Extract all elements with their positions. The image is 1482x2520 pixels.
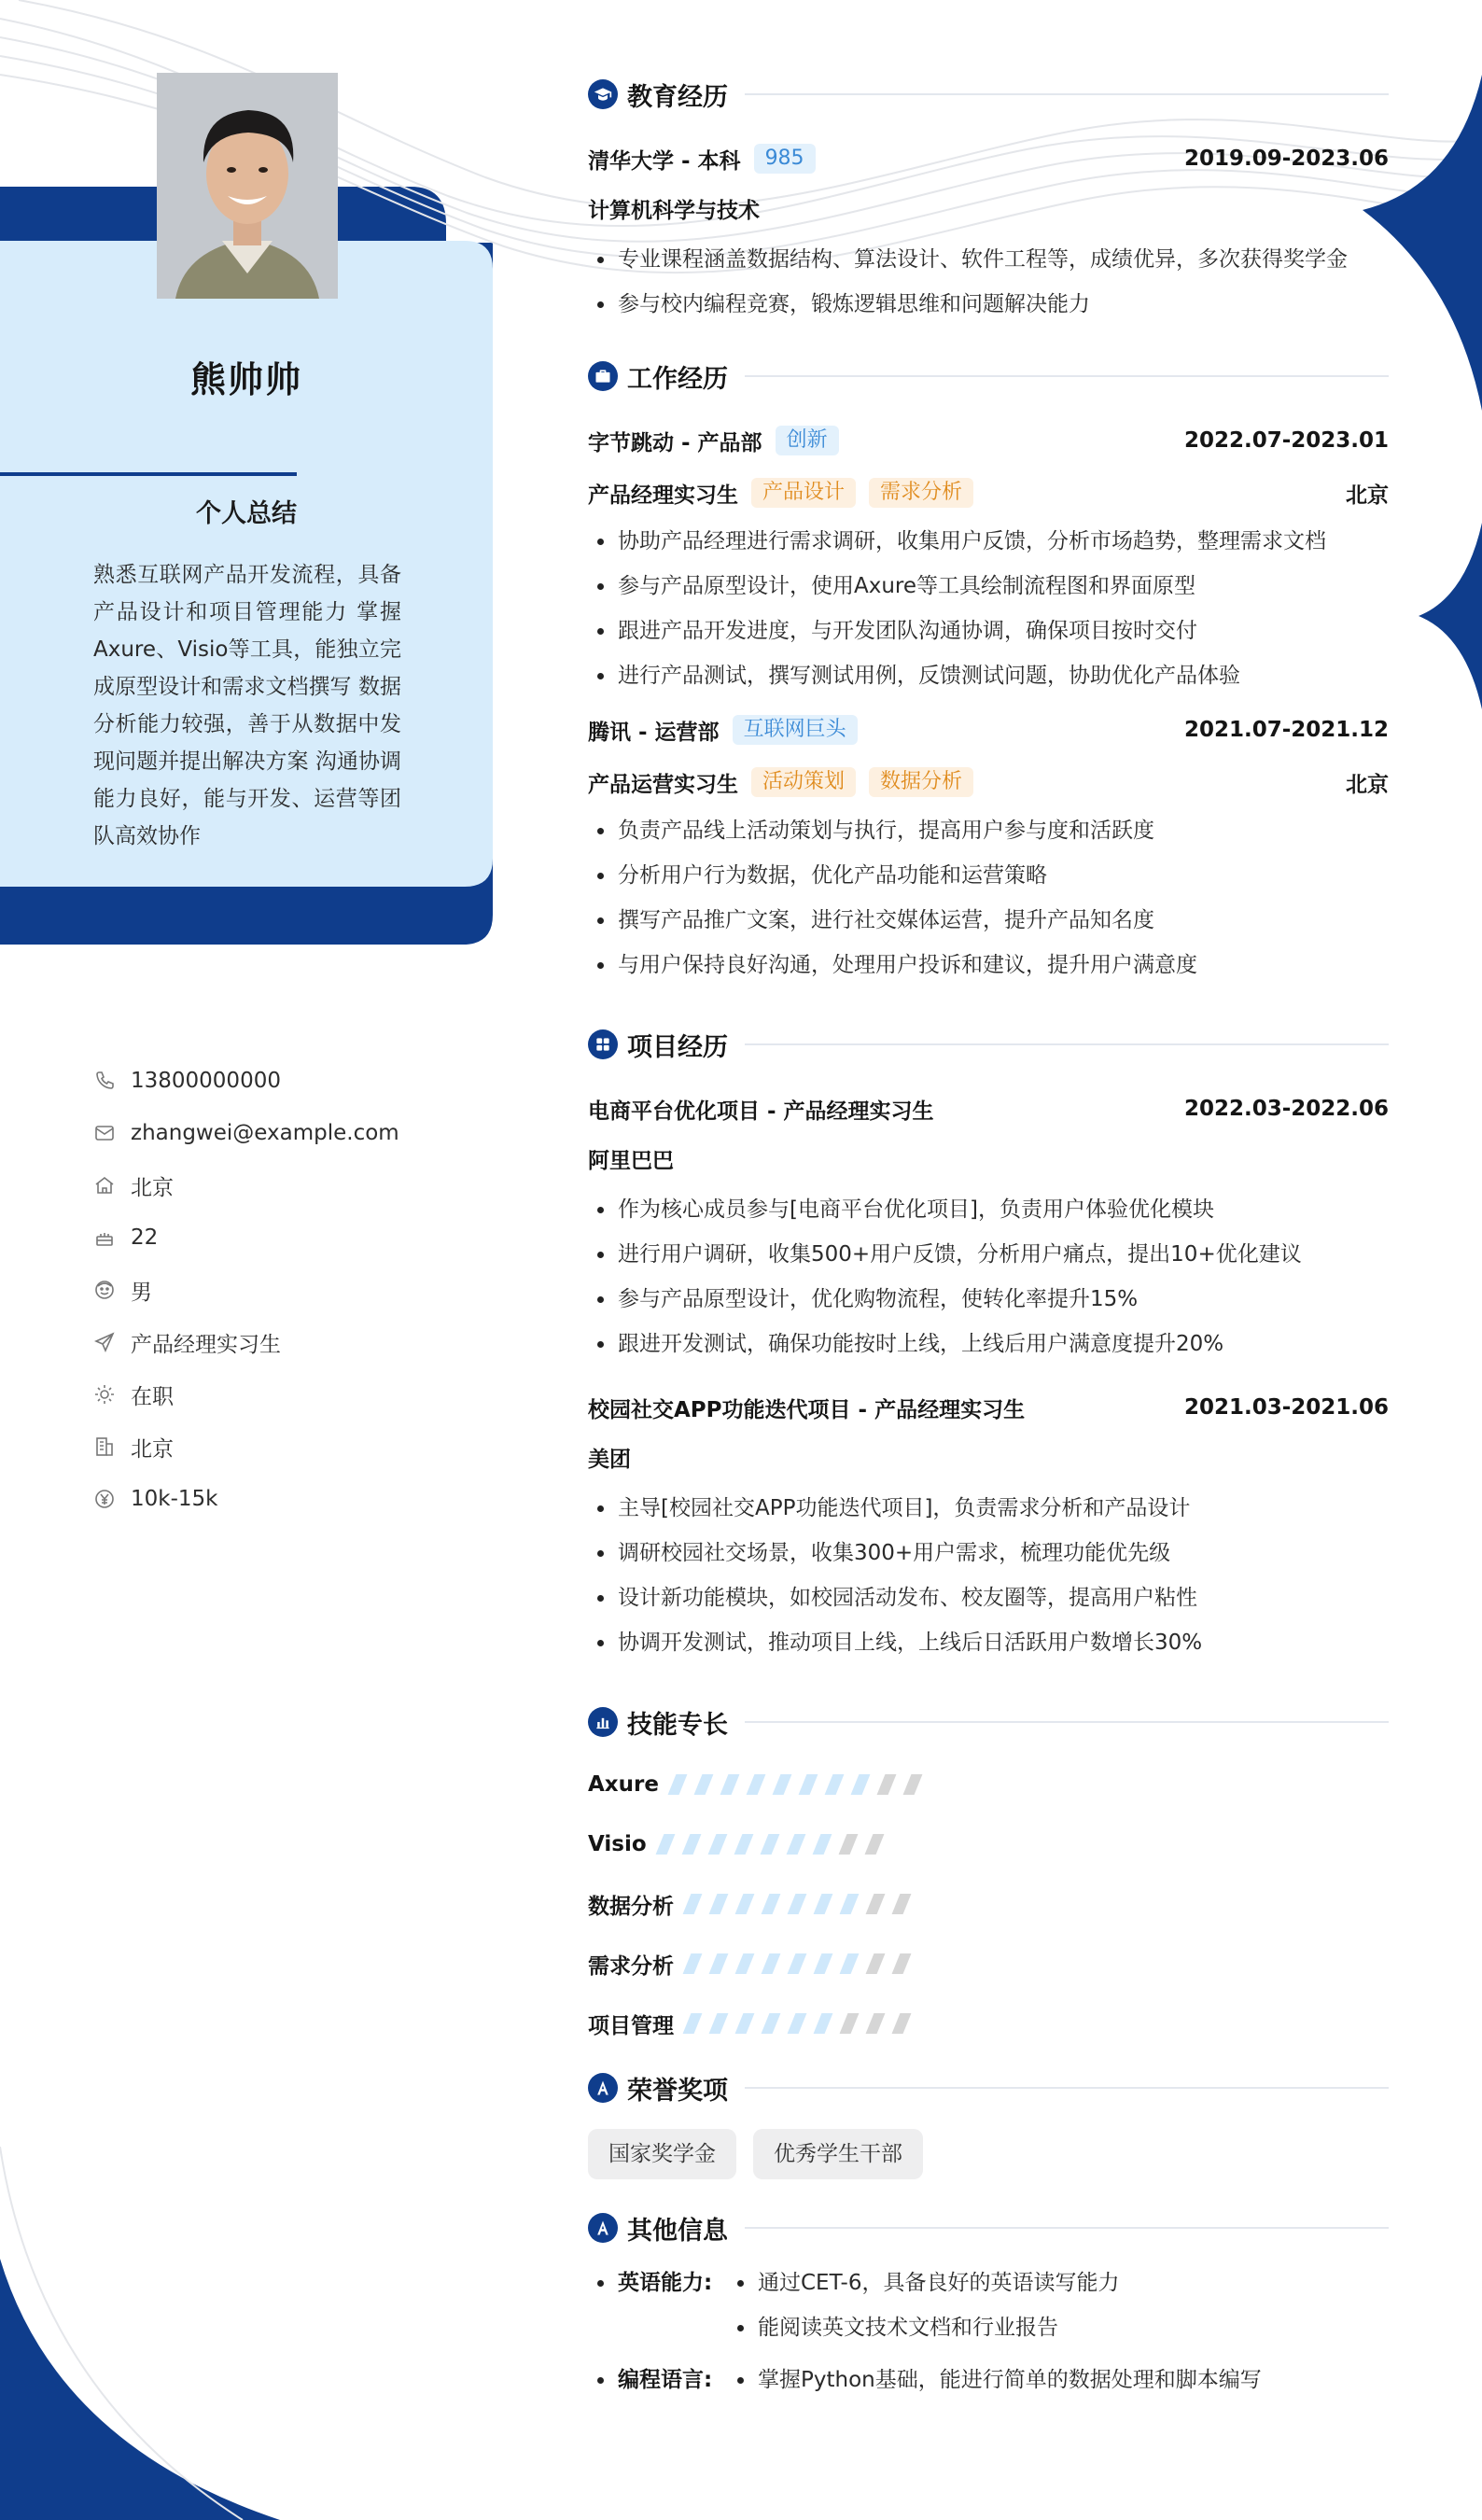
other-label: 英语能力:: [588, 2261, 720, 2305]
skill-stripe-filled: [788, 1953, 807, 1974]
main-column: [588, 73, 1389, 2402]
section-divider: [745, 1721, 1389, 1723]
skill-stripe-filled: [707, 1834, 727, 1855]
skill-stripe-filled: [762, 1894, 781, 1914]
honor-badge: 优秀学生干部: [753, 2129, 923, 2179]
skill-stripe-filled: [683, 1953, 703, 1974]
skill-stripe-filled: [788, 1894, 807, 1914]
role-name: 产品经理实习生: [588, 483, 738, 508]
list-item: 跟进开发测试，确保功能按时上线，上线后用户满意度提升20%: [618, 1322, 1389, 1366]
contact-phone: 13800000000: [93, 1055, 467, 1107]
briefcase-icon: [588, 361, 618, 391]
skill-name: 数据分析: [588, 1894, 674, 1919]
skill-stripe-filled: [681, 1834, 701, 1855]
skill-stripe-filled: [720, 1774, 740, 1795]
person-name: 熊帅帅: [189, 359, 302, 400]
skill-name: 项目管理: [588, 2013, 674, 2038]
project-bullets: [588, 1187, 1389, 1366]
list-item: 协调开发测试，推动项目上线，上线后日活跃用户数增长30%: [618, 1620, 1389, 1665]
section-title: 其他信息: [627, 2216, 728, 2246]
section-education-header: [588, 73, 1389, 116]
skill-stripe-filled: [694, 1774, 714, 1795]
section-title: 项目经历: [627, 1032, 728, 1062]
skill-stripe-filled: [762, 1953, 781, 1974]
work-bullets: [588, 519, 1389, 698]
skill-item: [588, 1814, 1389, 1874]
section-skills-header: [588, 1701, 1389, 1743]
skill-stripe-filled: [735, 1953, 755, 1974]
skill-stripe-filled: [709, 2013, 729, 2034]
section-honors-header: [588, 2066, 1389, 2109]
summary-text: 熟悉互联网产品开发流程，具备产品设计和项目管理能力 掌握Axure、Visio等工具，能独立完成原型设计和需求文档撰写 数据分析能力较强，善于从数据中发现问题并提出解决方案 沟通协调能力良好，能与开发、运营等团队高效协作: [93, 563, 401, 848]
contact-home: 北京: [93, 1159, 467, 1211]
skill-stripe-filled: [668, 1774, 688, 1795]
skill-stripe-empty: [840, 2013, 860, 2034]
education-date: 2019.09-2023.06: [1183, 147, 1389, 171]
section-divider: [745, 2227, 1389, 2229]
skill-stripe-empty: [903, 1774, 923, 1795]
skill-stripe-empty: [892, 1894, 912, 1914]
skill-stripe-filled: [840, 1953, 860, 1974]
skill-stripe-filled: [773, 1774, 792, 1795]
graduation-cap-icon: [588, 79, 618, 109]
company-name: 字节跳动 - 产品部: [588, 430, 762, 455]
skill-item: [588, 1874, 1389, 1934]
list-item: 掌握Python基础，能进行简单的数据处理和脚本编写: [758, 2358, 1262, 2402]
contact-age: 22: [93, 1211, 467, 1264]
skill-stripe-empty: [866, 1894, 886, 1914]
contact-gender: 男: [93, 1264, 467, 1316]
skill-stripe-empty: [892, 1953, 912, 1974]
list-item: 调研校园社交场景，收集300+用户需求，梳理功能优先级: [618, 1531, 1389, 1575]
section-other-header: [588, 2206, 1389, 2249]
list-item: 设计新功能模块，如校园活动发布、校友圈等，提高用户粘性: [618, 1575, 1389, 1620]
role-tag: 活动策划: [751, 767, 856, 797]
project-org: 美团: [588, 1448, 631, 1472]
other-bullets: [720, 2261, 1119, 2350]
skill-stripe-empty: [864, 1834, 884, 1855]
school-tag: 985: [754, 144, 816, 174]
section-divider: [745, 375, 1389, 377]
list-item: 参与产品原型设计，使用Axure等工具绘制流程图和界面原型: [618, 564, 1389, 609]
skill-name: Axure: [588, 1772, 659, 1797]
project-name: 校园社交APP功能迭代项目 - 产品经理实习生: [588, 1397, 1026, 1422]
skill-stripe-filled: [735, 2013, 755, 2034]
other-label: 编程语言:: [588, 2358, 720, 2402]
list-item: 专业课程涵盖数据结构、算法设计、软件工程等，成绩优异，多次获得奖学金: [618, 237, 1389, 282]
home-icon: [93, 1174, 116, 1197]
info-icon: [588, 2213, 618, 2243]
skill-stripe-filled: [709, 1894, 729, 1914]
skill-stripe-filled: [762, 2013, 781, 2034]
skill-stripe-filled: [709, 1953, 729, 1974]
list-item: 能阅读英文技术文档和行业报告: [758, 2305, 1119, 2350]
contact-salary: 10k-15k: [93, 1473, 467, 1525]
skill-level: [687, 1953, 922, 1974]
other-item: [588, 2261, 1389, 2350]
skill-stripe-filled: [814, 2013, 833, 2034]
skill-stripe-filled: [814, 1894, 833, 1914]
skill-level: [660, 1834, 895, 1855]
work-date: 2022.07-2023.01: [1183, 428, 1389, 453]
skill-stripe-filled: [799, 1774, 818, 1795]
skill-item: [588, 1994, 1389, 2053]
send-icon: [93, 1331, 116, 1353]
section-projects-header: [588, 1023, 1389, 1066]
skill-stripe-filled: [734, 1834, 753, 1855]
list-item: 协助产品经理进行需求调研，收集用户反馈，分析市场趋势，整理需求文档: [618, 519, 1389, 564]
project-item: [588, 1381, 1389, 1665]
gender-icon: [93, 1279, 116, 1301]
list-item: 作为核心成员参与[电商平台优化项目]，负责用户体验优化模块: [618, 1187, 1389, 1232]
skill-level: [672, 1774, 933, 1795]
skill-stripe-filled: [851, 1774, 871, 1795]
skill-item: [588, 1934, 1389, 1994]
list-item: 撰写产品推广文案，进行社交媒体运营，提升产品知名度: [618, 898, 1389, 943]
project-bullets: [588, 1486, 1389, 1665]
skill-stripe-filled: [747, 1774, 766, 1795]
skill-name: 需求分析: [588, 1953, 674, 1979]
section-divider: [745, 1043, 1389, 1045]
company-tag: 创新: [776, 426, 839, 455]
section-divider: [745, 2087, 1389, 2089]
section-title: 荣誉奖项: [627, 2076, 728, 2106]
building-icon: [93, 1435, 116, 1458]
phone-icon: [93, 1070, 116, 1092]
project-date: 2022.03-2022.06: [1183, 1097, 1389, 1121]
company-tag: 互联网巨头: [733, 715, 858, 745]
honors-list: [588, 2109, 1389, 2199]
cake-icon: [93, 1226, 116, 1249]
role-tag: 需求分析: [869, 478, 973, 508]
mail-icon: [93, 1122, 116, 1144]
skill-stripe-filled: [825, 1774, 845, 1795]
contact-status: 在职: [93, 1368, 467, 1421]
skill-stripe-filled: [812, 1834, 832, 1855]
list-item: 跟进产品开发进度，与开发团队沟通协调，确保项目按时交付: [618, 609, 1389, 653]
skill-stripe-filled: [840, 1894, 860, 1914]
section-title: 教育经历: [627, 82, 728, 112]
skill-level: [687, 2013, 922, 2034]
contact-city: 北京: [93, 1421, 467, 1473]
award-icon: [588, 2073, 618, 2103]
yuan-icon: [93, 1488, 116, 1510]
role-tag: 数据分析: [869, 767, 973, 797]
education-bullets: [588, 237, 1389, 327]
work-date: 2021.07-2021.12: [1183, 718, 1389, 742]
project-org: 阿里巴巴: [588, 1149, 674, 1173]
section-title: 工作经历: [627, 364, 728, 394]
skill-item: [588, 1755, 1389, 1814]
contact-position: 产品经理实习生: [93, 1316, 467, 1368]
project-name: 电商平台优化项目 - 产品经理实习生: [588, 1099, 934, 1124]
list-item: 参与校内编程竞赛，锻炼逻辑思维和问题解决能力: [618, 282, 1389, 327]
project-item: [588, 1083, 1389, 1366]
other-bullets: [720, 2358, 1262, 2402]
work-bullets: [588, 808, 1389, 987]
other-item: [588, 2358, 1389, 2402]
skill-stripe-filled: [788, 2013, 807, 2034]
work-item: [588, 414, 1389, 698]
skills-list: [588, 1755, 1389, 2053]
skill-stripe-empty: [866, 2013, 886, 2034]
skill-name: Visio: [588, 1832, 647, 1856]
honor-badge: 国家奖学金: [588, 2129, 736, 2179]
list-item: 参与产品原型设计，优化购物流程，使转化率提升15%: [618, 1277, 1389, 1322]
work-item: [588, 704, 1389, 987]
role-name: 产品运营实习生: [588, 772, 738, 797]
skill-stripe-filled: [786, 1834, 805, 1855]
education-row: [588, 133, 1389, 185]
skill-stripe-filled: [683, 1894, 703, 1914]
role-tag: 产品设计: [751, 478, 856, 508]
list-item: 进行用户调研，收集500+用户反馈，分析用户痛点，提出10+优化建议: [618, 1232, 1389, 1277]
list-item: 负责产品线上活动策划与执行，提高用户参与度和活跃度: [618, 808, 1389, 853]
section-work-header: [588, 355, 1389, 398]
list-item: 通过CET-6，具备良好的英语读写能力: [758, 2261, 1119, 2305]
work-location: 北京: [1346, 483, 1389, 508]
list-item: 进行产品测试，撰写测试用例，反馈测试问题，协助优化产品体验: [618, 653, 1389, 698]
list-item: 主导[校园社交APP功能迭代项目]，负责需求分析和产品设计: [618, 1486, 1389, 1531]
grid-icon: [588, 1029, 618, 1059]
status-icon: [93, 1383, 116, 1406]
company-name: 腾讯 - 运营部: [588, 720, 720, 745]
bar-chart-icon: [588, 1707, 618, 1737]
summary-divider: [0, 472, 297, 476]
skill-stripe-filled: [735, 1894, 755, 1914]
work-location: 北京: [1346, 772, 1389, 797]
contact-list: [93, 1055, 467, 1525]
section-title: 技能专长: [627, 1710, 728, 1740]
skill-stripe-empty: [866, 1953, 886, 1974]
skill-stripe-filled: [760, 1834, 779, 1855]
summary-title: 个人总结: [196, 499, 297, 528]
skill-stripe-empty: [877, 1774, 897, 1795]
skill-level: [687, 1894, 922, 1914]
list-item: 与用户保持良好沟通，处理用户投诉和建议，提升用户满意度: [618, 943, 1389, 987]
project-date: 2021.03-2021.06: [1183, 1395, 1389, 1420]
skill-stripe-empty: [838, 1834, 858, 1855]
skill-stripe-filled: [814, 1953, 833, 1974]
skill-stripe-filled: [655, 1834, 675, 1855]
profile-photo: [157, 73, 338, 299]
contact-email: zhangwei@example.com: [93, 1107, 467, 1159]
skill-stripe-empty: [892, 2013, 912, 2034]
section-divider: [745, 93, 1389, 95]
skill-stripe-filled: [683, 2013, 703, 2034]
school-name: 清华大学 - 本科: [588, 148, 741, 174]
list-item: 分析用户行为数据，优化产品功能和运营策略: [618, 853, 1389, 898]
major: 计算机科学与技术: [588, 199, 760, 223]
